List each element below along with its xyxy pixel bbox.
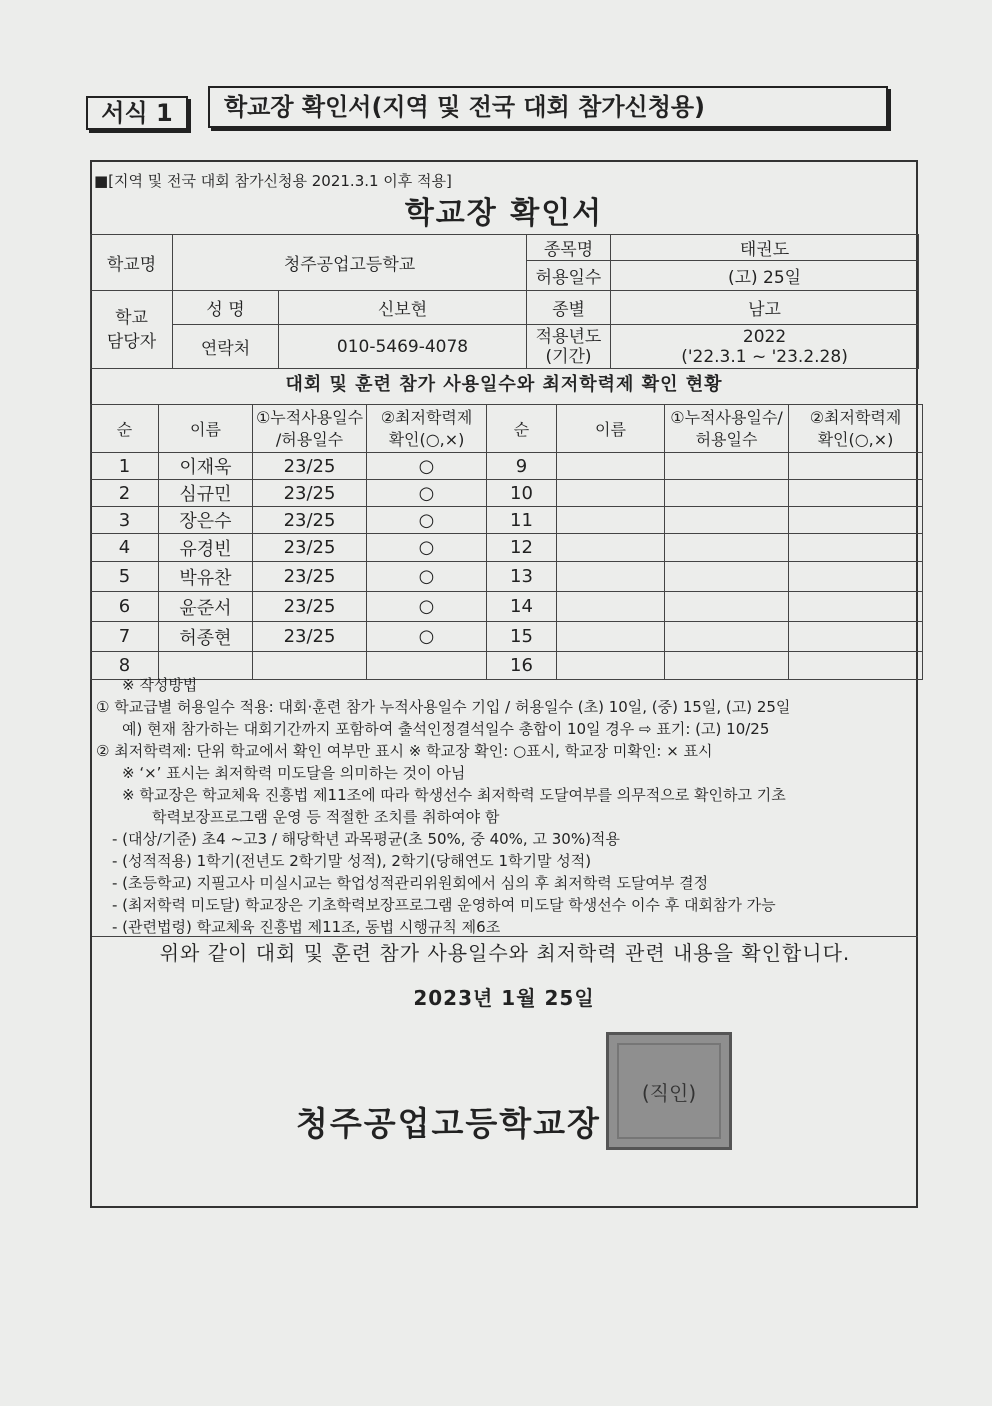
row-name-2 xyxy=(557,622,665,652)
col-name: 이름 xyxy=(159,405,253,453)
school-value: 청주공업고등학교 xyxy=(173,235,527,291)
row-days: 23/25 xyxy=(253,622,367,652)
row-check: ○ xyxy=(367,453,487,480)
row-days: 23/25 xyxy=(253,453,367,480)
table-row xyxy=(91,622,923,652)
days-value: (고) 25일 xyxy=(611,261,919,291)
table-row xyxy=(91,480,923,507)
category-label: 종별 xyxy=(527,291,611,325)
row-no: 6 xyxy=(91,592,159,622)
col-days-2: ①누적사용일수/ 허용일수 xyxy=(665,405,789,453)
table-row xyxy=(91,562,923,592)
days-label: 허용일수 xyxy=(527,261,611,291)
row-days: 23/25 xyxy=(253,592,367,622)
sport-label: 종목명 xyxy=(527,235,611,261)
row-no: 1 xyxy=(91,453,159,480)
col-days: ①누적사용일수 /허용일수 xyxy=(253,405,367,453)
row-no-2: 11 xyxy=(487,507,557,534)
form-number: 서식 1 xyxy=(86,96,188,130)
row-name: 이재욱 xyxy=(159,453,253,480)
row-days-2 xyxy=(665,480,789,507)
row-no: 4 xyxy=(91,534,159,562)
confirmation-statement: 위와 같이 대회 및 훈련 참가 사용일수와 최저학력 관련 내용을 확인합니다. xyxy=(92,936,918,969)
row-name: 유경빈 xyxy=(159,534,253,562)
principal-name: 청주공업고등학교장 xyxy=(296,1104,601,1143)
table-row xyxy=(91,507,923,534)
row-name: 장은수 xyxy=(159,507,253,534)
manager-label: 학교 담당자 xyxy=(91,291,173,369)
col-no-2: 순 xyxy=(487,405,557,453)
row-days-2 xyxy=(665,592,789,622)
note-heading: ※ 작성방법 xyxy=(122,676,198,694)
row-days: 23/25 xyxy=(253,480,367,507)
row-no: 3 xyxy=(91,507,159,534)
row-name: 박유찬 xyxy=(159,562,253,592)
note-line: ① 학교급별 허용일수 적용: 대회·훈련 참가 누적사용일수 기입 / 허용일수 (초) 10일, (중) 15일, (고) 25일 xyxy=(96,698,791,716)
seal-text: (직인) xyxy=(641,1080,697,1105)
col-check-2: ②최저학력제 확인(○,×) xyxy=(789,405,923,453)
table-row xyxy=(91,534,923,562)
row-no-2: 13 xyxy=(487,562,557,592)
row-check-2 xyxy=(789,534,923,562)
row-name-2 xyxy=(557,507,665,534)
contact-value: 010-5469-4078 xyxy=(279,325,527,369)
row-check-2 xyxy=(789,507,923,534)
row-name: 윤준서 xyxy=(159,592,253,622)
row-no-2: 10 xyxy=(487,480,557,507)
row-check: ○ xyxy=(367,562,487,592)
col-name-2: 이름 xyxy=(557,405,665,453)
row-days-2 xyxy=(665,534,789,562)
row-days-2 xyxy=(665,453,789,480)
row-days-2 xyxy=(665,622,789,652)
issue-date: 2023년 1월 25일 xyxy=(413,986,595,1010)
header-note: ■[지역 및 전국 대회 참가신청용 2021.3.1 이후 적용] xyxy=(94,172,452,190)
note-line: - (최저학력 미도달) 학교장은 기초학력보장프로그램 운영하여 미도달 학생선수 이수 후 대회참가 가능 xyxy=(112,896,776,914)
form-title: 학교장 확인서(지역 및 전국 대회 참가신청용) xyxy=(208,86,888,128)
period-value: ('22.3.1 ~ '23.2.28) xyxy=(681,346,848,367)
note-line: - (성적적용) 1학기(전년도 2학기말 성적), 2학기(당해연도 1학기말 성적) xyxy=(112,852,592,870)
note-line: - (대상/기준) 초4 ~고3 / 해당학년 과목평균(초 50%, 중 40%, 고 30%)적용 xyxy=(112,830,620,848)
row-no-2: 16 xyxy=(487,652,557,680)
row-check-2 xyxy=(789,453,923,480)
row-check: ○ xyxy=(367,507,487,534)
official-seal xyxy=(606,1032,732,1150)
row-no-2: 15 xyxy=(487,622,557,652)
name-value: 신보현 xyxy=(279,291,527,325)
note-line: - (관련법령) 학교체육 진흥법 제11조, 동법 시행규칙 제6조 xyxy=(112,918,501,936)
row-check-2 xyxy=(789,562,923,592)
row-check: ○ xyxy=(367,622,487,652)
note-line: 학력보장프로그램 운영 등 적절한 조치를 취하여야 함 xyxy=(152,808,500,826)
note-line: ※ ‘×’ 표시는 최저학력 미도달을 의미하는 것이 아님 xyxy=(122,764,466,782)
row-days-2 xyxy=(665,562,789,592)
year-label: 적용년도 (기간) xyxy=(527,325,611,369)
participant-table xyxy=(90,404,923,680)
col-check: ②최저학력제 확인(○,×) xyxy=(367,405,487,453)
row-name: 심규민 xyxy=(159,480,253,507)
row-name-2 xyxy=(557,480,665,507)
col-no: 순 xyxy=(91,405,159,453)
note-line: ※ 학교장은 학교체육 진흥법 제11조에 따라 학생선수 최저학력 도달여부를 의무적으로 확인하고 기초 xyxy=(122,786,786,804)
sport-value: 태권도 xyxy=(611,235,919,261)
row-name-2 xyxy=(557,534,665,562)
status-title: 대회 및 훈련 참가 사용일수와 최저학력제 확인 현황 xyxy=(90,368,918,405)
table-row xyxy=(91,592,923,622)
row-days: 23/25 xyxy=(253,562,367,592)
contact-label: 연락처 xyxy=(173,325,279,369)
category-value: 남고 xyxy=(611,291,919,325)
row-days: 23/25 xyxy=(253,534,367,562)
row-days-2 xyxy=(665,507,789,534)
row-no-2: 12 xyxy=(487,534,557,562)
row-no-2: 14 xyxy=(487,592,557,622)
row-check-2 xyxy=(789,592,923,622)
info-table xyxy=(90,234,919,369)
school-label: 학교명 xyxy=(91,235,173,291)
row-days: 23/25 xyxy=(253,507,367,534)
row-no: 8 xyxy=(91,652,159,680)
seal-border xyxy=(617,1043,721,1139)
row-check: ○ xyxy=(367,480,487,507)
row-no-2: 9 xyxy=(487,453,557,480)
row-name-2 xyxy=(557,562,665,592)
row-name-2 xyxy=(557,453,665,480)
row-no: 7 xyxy=(91,622,159,652)
note-line: ② 최저학력제: 단위 학교에서 확인 여부만 표시 ※ 학교장 확인: ○표시, 학교장 미확인: × 표시 xyxy=(96,742,713,760)
note-line: 예) 현재 참가하는 대회기간까지 포함하여 출석인정결석일수 총합이 10일 경우 ⇨ 표기: (고) 10/25 xyxy=(122,720,770,738)
name-label: 성 명 xyxy=(173,291,279,325)
year-cell xyxy=(611,325,919,369)
writing-guide xyxy=(96,674,922,938)
row-no: 2 xyxy=(91,480,159,507)
table-row xyxy=(91,453,923,480)
row-name: 허종현 xyxy=(159,622,253,652)
row-check: ○ xyxy=(367,534,487,562)
row-check-2 xyxy=(789,622,923,652)
row-check: ○ xyxy=(367,592,487,622)
doc-title: 학교장 확인서 xyxy=(404,196,604,231)
row-name-2 xyxy=(557,592,665,622)
note-line: - (초등학교) 지필고사 미실시교는 학업성적관리위원회에서 심의 후 최저학력 도달여부 결정 xyxy=(112,874,709,892)
row-no: 5 xyxy=(91,562,159,592)
row-check-2 xyxy=(789,480,923,507)
year-value: 2022 xyxy=(742,326,787,347)
